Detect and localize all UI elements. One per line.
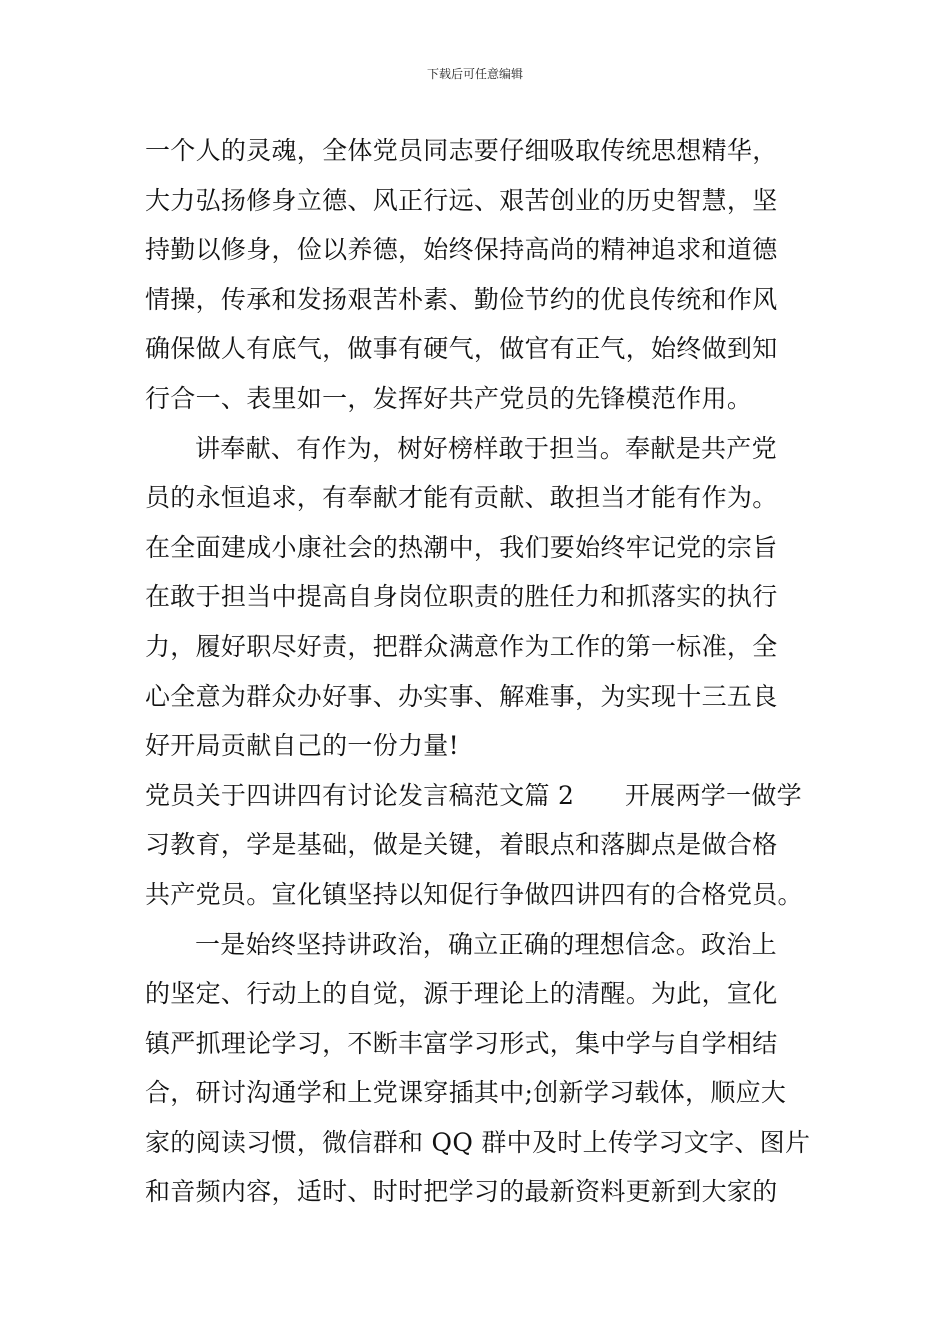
text-line: 心全意为群众办好事、办实事、解难事，为实现十三五良 xyxy=(145,681,778,711)
text-line: 情操，传承和发扬艰苦朴素、勤俭节约的优良传统和作风 xyxy=(145,284,778,314)
text-line: 在敢于担当中提高自身岗位职责的胜任力和抓落实的执行 xyxy=(145,582,778,612)
text-line: 好开局贡献自己的一份力量! xyxy=(145,731,459,761)
section-title-line: 党员关于四讲四有讨论发言稿范文篇 2 开展两学一做学 xyxy=(145,780,802,810)
header-note: 下载后可任意编辑 xyxy=(426,67,523,81)
paragraph-start-line: 一是始终坚持讲政治，确立正确的理想信念。政治上 xyxy=(195,929,777,959)
text-line: 大力弘扬修身立德、风正行远、艰苦创业的历史智慧，坚 xyxy=(145,185,778,215)
text-line: 合，研讨沟通学和上党课穿插其中;创新学习载体，顺应大 xyxy=(145,1078,787,1108)
text-line: 共产党员。宣化镇坚持以知促行争做四讲四有的合格党员。 xyxy=(145,879,803,909)
text-line: 家的阅读习惯，微信群和 QQ 群中及时上传学习文字、图片 xyxy=(145,1127,811,1157)
document-body xyxy=(145,126,815,1217)
text-line: 习教育，学是基础，做是关键，着眼点和落脚点是做合格 xyxy=(145,830,778,860)
text-line: 确保做人有底气，做事有硬气，做官有正气，始终做到知 xyxy=(145,334,778,364)
text-line: 员的永恒追求，有奉献才能有贡献、敢担当才能有作为。 xyxy=(145,483,778,513)
text-line: 和音频内容，适时、时时把学习的最新资料更新到大家的 xyxy=(145,1177,778,1207)
text-line: 的坚定、行动上的自觉，源于理论上的清醒。为此，宣化 xyxy=(145,979,778,1009)
text-line: 力，履好职尽好责，把群众满意作为工作的第一标准，全 xyxy=(145,631,778,661)
text-line: 行合一、表里如一，发挥好共产党员的先锋模范作用。 xyxy=(145,383,753,413)
text-line: 一个人的灵魂，全体党员同志要仔细吸取传统思想精华， xyxy=(145,136,778,165)
text-line: 在全面建成小康社会的热潮中，我们要始终牢记党的宗旨 xyxy=(145,532,778,562)
paragraph-start-line: 讲奉献、有作为，树好榜样敢于担当。奉献是共产党 xyxy=(195,433,777,463)
text-line: 持勤以修身，俭以养德，始终保持高尚的精神追求和道德 xyxy=(145,235,778,265)
text-line: 镇严抓理论学习，不断丰富学习形式，集中学与自学相结 xyxy=(145,1028,778,1058)
